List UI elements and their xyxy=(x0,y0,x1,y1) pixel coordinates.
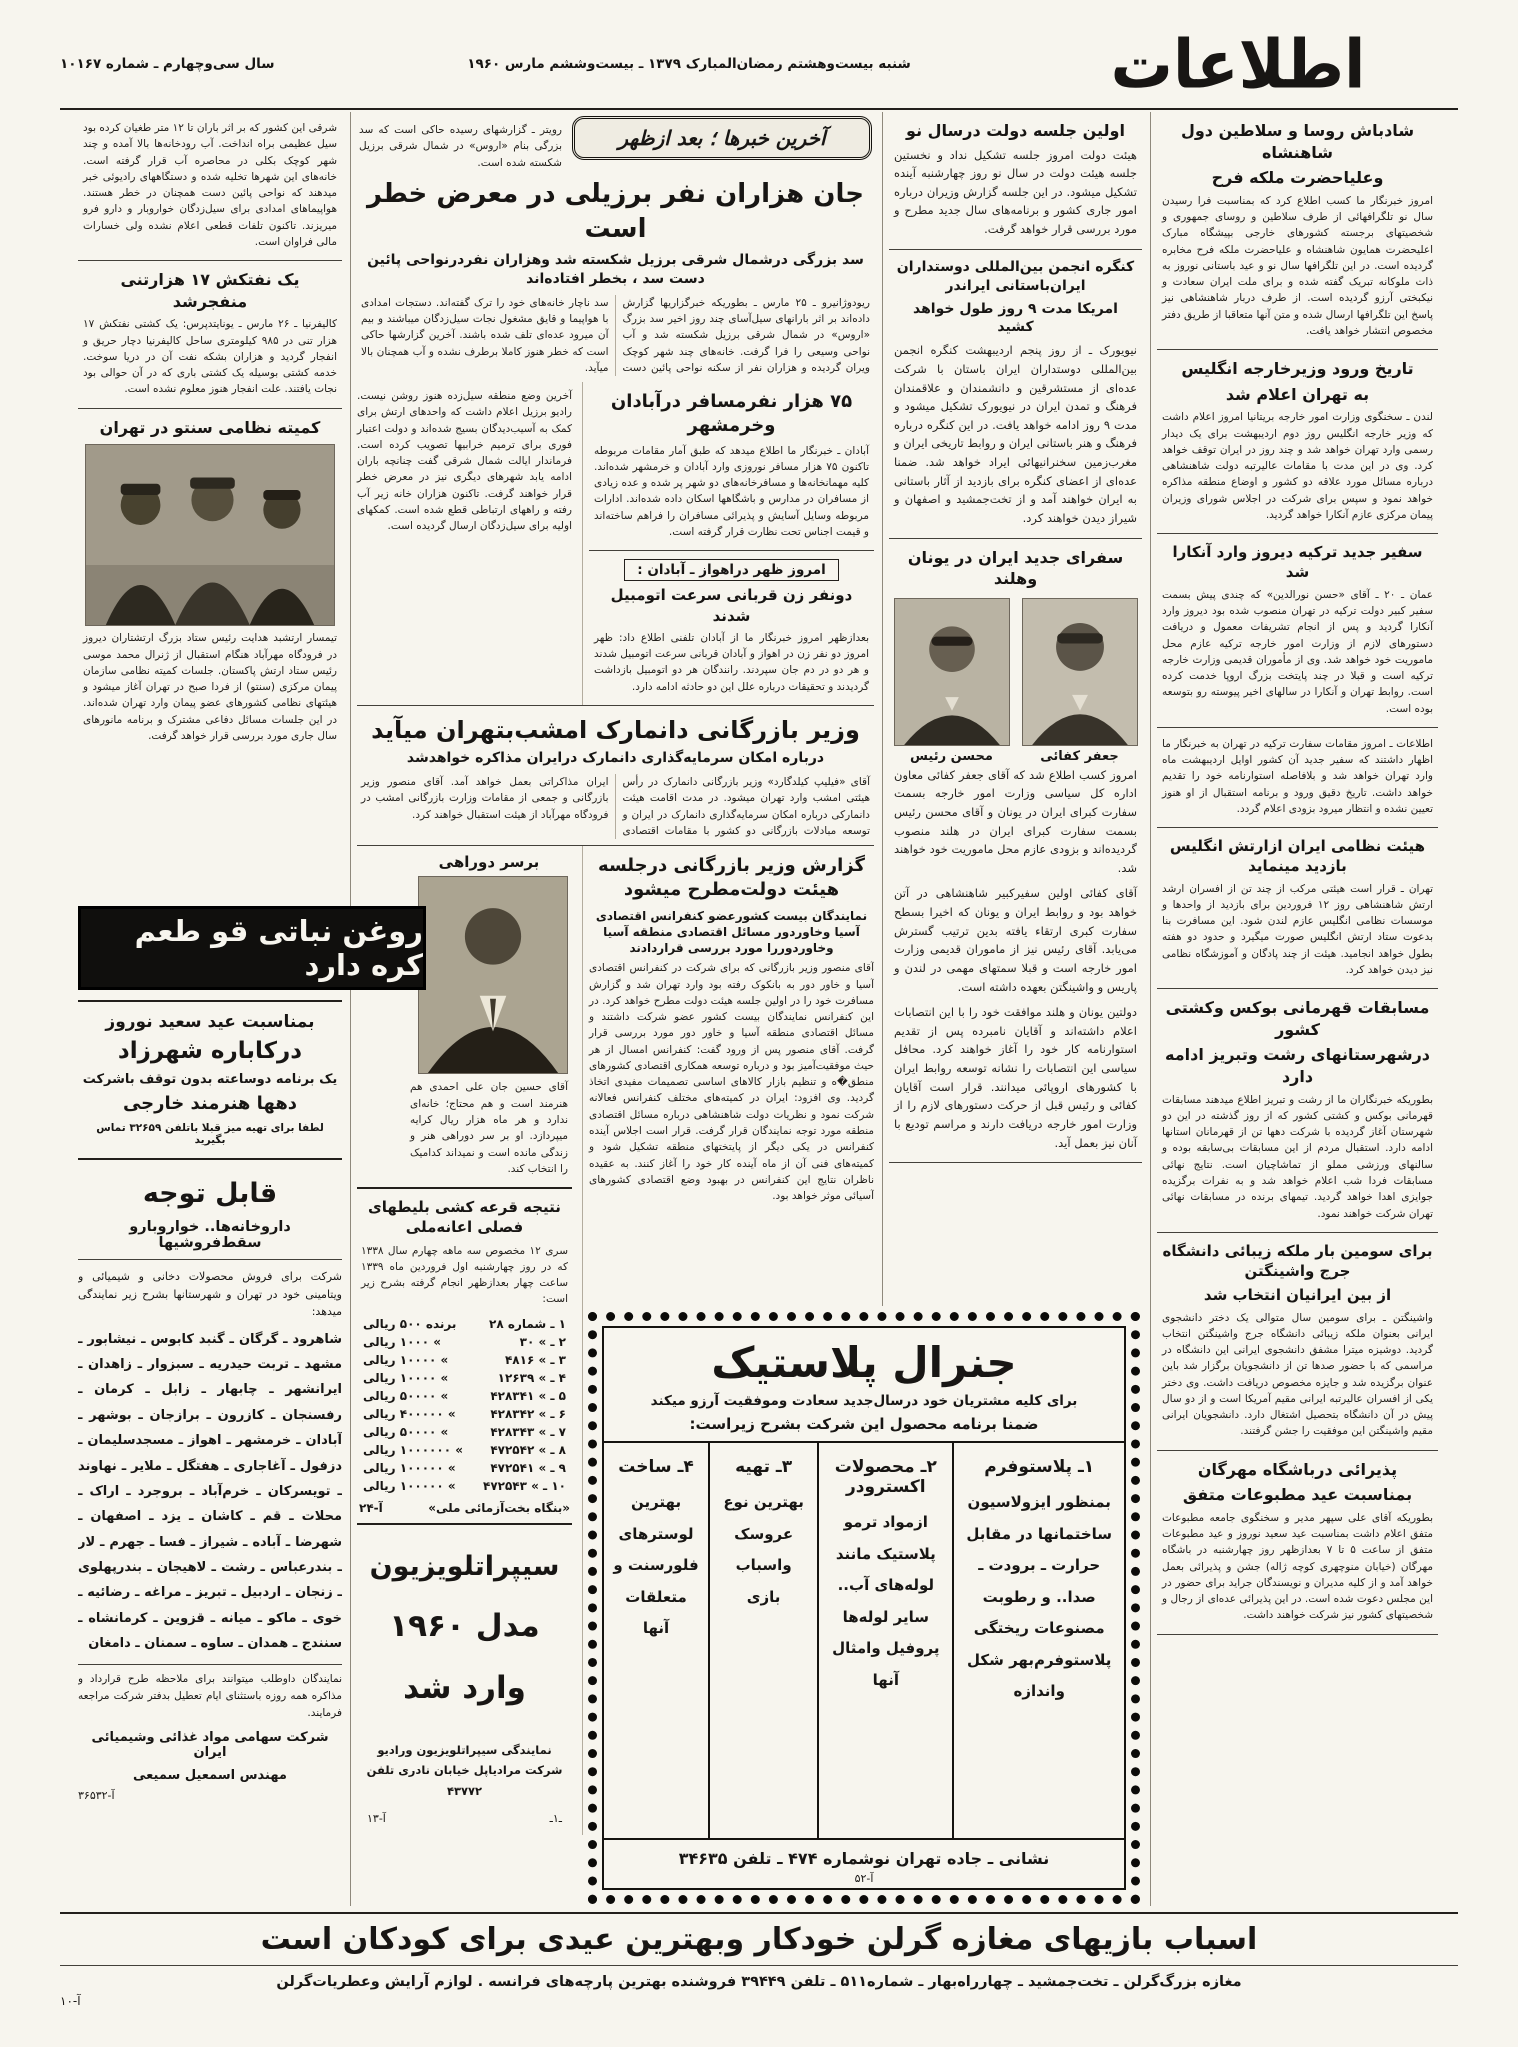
product-panel-extruder xyxy=(817,1443,952,1838)
danish-minister-subhead: درباره امکان سرمایه‌گذاری دانمارک درایران مذاکره خواهدشد xyxy=(406,750,825,767)
tv-ad-model: مدل ۱۹۶۰ xyxy=(389,1607,540,1644)
flood-followup-body: آخرین وضع منطقه سیل‌زده هنوز روشن نیست. رادیو برزیل اعلام داشت که واحدهای ارتش برای کمک به آسیب‌دیدگان بسیج شده‌اند و دولت اعتبار فوری برای ترمیم خرابیها تصویب کرده است. فرماندار ایالت شمال شرقی گفت چنانچه باران ادامه یابد شهرهای دیگری نیز در معرض خطر قرار خواهند گرفت. تاکنون هزاران خانه زیر آب رفته و راههای ارتباطی قطع شده است. کمکهای اولیه برای سیل‌زدگان ارسال گردیده است. xyxy=(357,390,572,533)
mid-row-left xyxy=(357,382,572,705)
masthead-area xyxy=(60,24,1458,104)
headline: پذیرائی درباشگاه مهرگان xyxy=(1197,1459,1398,1479)
article-body: تهران ـ قرار است هیئتی مرکب از چند تن از افسران ارشد ارتش شاهنشاهی روز ۱۲ فروردین برای بازدید از واحدها و موسسات نظامی انگلیس عازم لندن شود. این مسافرت بنا بدعوت ستاد ارتش انگلیس صورت میگیرد و حدود دو هفته بطول خواهد انجامید. هیئت از چند پادگان و آموزشگاه نظامی نیز دیدن خواهد کرد. xyxy=(1162,882,1433,976)
brazil-subhead: سد بزرگی درشمال شرقی برزیل شکسته شد وهزاران نفردرنواحی پائین دست سد ، بخطر افتاده‌اند xyxy=(367,251,864,287)
general-plastic-ad-frame xyxy=(602,1326,1126,1890)
dateline: شنبه بیست‌وهشتم رمضان‌المبارک ۱۳۷۹ ـ بیست‌وششم مارس ۱۹۶۰ xyxy=(467,56,911,72)
headline: یک نفتکش ۱۷ هزارتنی منفجرشد xyxy=(120,270,300,311)
article-body: کالیفرنیا ـ ۲۶ مارس ـ یونایتدپرس: یک کشتی نفتکش ۱۷ هزار تنی در ۹۸۵ کیلومتری ساحل کالیفرنیا دچار حریق و انفجار گردید و هزاران بشکه نفت آن در دریا سوخت. خدمه کشتی بوسیله یک کشتی باری که در آن حوالی بود نجات یافتند. علت انفجار هنوز معلوم نشده است. xyxy=(83,318,337,396)
headline: مسابقات قهرمانی بوکس وکشتی کشور xyxy=(1165,998,1430,1039)
ad-code: آ-۲۴ xyxy=(359,1500,383,1515)
tv-ad-agency: نمایندگی سیپراتلویزیون ورادیو xyxy=(377,1742,552,1757)
gerlan-toys-headline: اسباب بازیهای مغازه گرلن خودکار وبهترین عیدی برای کودکان است xyxy=(260,1922,1258,1957)
commerce-report-body: آقای منصور وزیر بازرگانی که برای شرکت در کنفرانس اقتصادی آسیا و خاور دور به بانکوک رفته بود وارد تهران شد و گزارش مسافرت خود را در اولین جلسه هیئت دولت مطرح خواهد کرد. در این کنفرانس نمایندگان بیست کشور عضو شرکت داشتند و مسائل اقتصادی منطقه آسیا و خاور دور مورد بررسی قرار گرفت. آقای منصور پس از ورود گفت: کنفرانس امسال از هر حیث موفقیت‌آمیز بود و درباره توسعه همکاری اقتصادی کشورهای منطق�ه و تنظیم بازار کالاهای اساسی تصمیمات مفیدی اتخاذ گردید. وی افزود: ایران در کمیته‌های مختلف کنفرانس فعالانه شرکت نمود و نظریات دولت شاهنشاهی درباره مسائل اقتصادی منطقه مورد توجه نمایندگان قرار گرفت. قرار است اجلاس آینده کنفرانس در یکی دیگر از پایتختهای منطقه تشکیل شود و کمیته‌های فنی آن از ماه آینده کار خود را آغاز کنند. به عقیده ناظران نتایج این کنفرانس در بهبود وضع اقتصادی کشورهای آسیائی موثر خواهد بود. xyxy=(589,962,874,1203)
product-description: بهترین نوع عروسک واسباب بازی xyxy=(723,1493,804,1606)
cabaret-name: درکاباره شهرزاد xyxy=(117,1038,303,1064)
article-uk-foreign-minister xyxy=(1157,350,1438,534)
ad-code: آ-۵۲ xyxy=(854,1872,874,1885)
tv-ad xyxy=(357,1525,572,1835)
cabaret-occasion: بمناسبت عید سعید نوروز xyxy=(105,1012,315,1032)
headline: بمناسبت عید مطبوعات متفق xyxy=(1182,1485,1413,1505)
headline: تاریخ ورود وزیرخارجه انگلیس xyxy=(1181,359,1414,379)
headline: به تهران اعلام شد xyxy=(1225,384,1370,404)
prize: » ۵۰۰۰۰ ریالی xyxy=(363,1388,449,1403)
attention-note: نمایندگان داوطلب میتوانند برای ملاحظه طرح قرارداد و مذاکره همه روزه باستثنای ایام تعطیل بدفتر شرکت مراجعه فرمایند. xyxy=(78,1664,342,1721)
product-description: ازمواد ترمو پلاستیک مانند لوله‌های آب.. سایر لوله‌ها پروفیل وامثال آنها xyxy=(832,1513,940,1689)
cabaret-artists: دهها هنرمند خارجی xyxy=(122,1093,298,1114)
product-title: ۳ـ تهیه xyxy=(735,1457,793,1477)
article-beauty-queen xyxy=(1157,1233,1438,1451)
headline: امریکا مدت ۹ روز طول خواهد کشید xyxy=(913,300,1118,336)
product-title: ۲ـ محصولات اکسترودر xyxy=(834,1457,937,1497)
tv-ad-arrived: وارد شد xyxy=(403,1669,526,1706)
article-royal-greetings xyxy=(1157,112,1438,350)
lottery-results xyxy=(357,1187,572,1525)
article-75000-travellers xyxy=(589,382,874,551)
newspaper-title: اطلاعات xyxy=(1110,24,1366,104)
commerce-report-subhead: نمایندگان بیست کشورعضو کنفرانس اقتصادی آسیا وخاوردور مسائل اقتصادی منطقه آسیا وخاوردوررا مورد بررسی قراردادند xyxy=(595,908,868,956)
crossroads-portrait-photo xyxy=(418,876,568,1074)
left-column-top xyxy=(78,112,342,902)
attention-body: شرکت برای فروش محصولات دخانی و شیمیائی و ویتامینی خود در تهران و شهرستانها بشرح زیر نمایندگی میدهد: xyxy=(78,1270,342,1319)
article-military-delegation xyxy=(1157,828,1438,989)
ticket: ۹ ـ » ۴۷۲۵۴۱ xyxy=(490,1460,566,1475)
article-body: امروز خبرنگار ما کسب اطلاع کرد که بمناسبت فرا رسیدن سال نو تلگرافهائی از طرف سلاطین و روسای جمهوری و شخصیتهای برجسته کشورهای خارجی بپیشگاه مبارک اعلیحضرت همایون شاهنشاه و علیاحضرت ملکه فرح مخابره گردیده است. در این تلگرافها سال نو و عید باستانی نوروز به ذات ملوکانه تبریک گفته شده و برای ملت ایران سعادت و نیکبختی آرزو گردیده است. از طرف دربار شاهنشاهی نیز پاسخ این تلگرافها ارسال شده و متن آنها متعاقبا از طریق دفتر مخصوص انتشار خواهد یافت. xyxy=(1162,194,1433,337)
prize: » ۴۰۰۰۰۰ ریالی xyxy=(363,1406,456,1421)
left-column-bottom xyxy=(78,1000,342,1905)
tv-ad-codes xyxy=(361,1802,568,1825)
plastic-ad-intro: ضمنا برنامه محصول این شرکت بشرح زیراست: xyxy=(689,1415,1039,1433)
header-rule xyxy=(60,108,1458,110)
danish-minister-headline: وزیر بازرگانی دانمارک امشب‌بتهران میآید xyxy=(357,705,874,746)
article-body: بطوریکه آقای علی سپهر مدیر و سخنگوی جامعه مطبوعات متفق اعلام داشت بمناسبت عید سعید نوروز و عید مطبوعات متفق از ساعت ۵ تا ۷ بعدازظهر روز چهارشنبه در باشگاه مهرگان (خیابان منوچهری کوچه ژاله) جشن و پذیرائی بعمل خواهد آمد و از کلیه مدیران و نویسندگان جراید برای حضور در این مجلس دعوت شده است. در این پذیرائی عده‌ای از رجال و شخصیتهای کشور نیز شرکت خواهند داشت. xyxy=(1162,1511,1434,1622)
bottom-row-left xyxy=(357,846,572,1834)
article-body: هیئت دولت امروز جلسه تشکیل نداد و نخستین جلسه هیئت دولت در سال نو روز چهارشنبه آینده تشکیل میشود. در این جلسه گزارش وزیران درباره امور جاری کشور و برنامه‌های سال جدید مطرح و مورد بررسی قرار خواهد گرفت. xyxy=(894,147,1137,237)
article-body: نیویورک ـ از روز پنجم اردیبهشت کنگره انجمن بین‌المللی دوستداران ایران باستان با شرکت عده‌ای از مستشرقین و دانشمندان و علاقمندان فرهنگ و تمدن ایران در نیویورک تشکیل میشود و مدت ۹ روز ادامه خواهد یافت. در این کنگره درباره فرهنگ و هنر باستانی ایران و روابط تاریخی ایران و مغرب‌زمین سخنرانیهائی ایراد خواهد شد. ضمنا عده‌ای از اعضای کنگره برای بازدید از آثار باستانی به ایران خواهند آمد و از تخت‌جمشید و اصفهان و شیراز دیدن خواهند کرد. xyxy=(894,343,1137,525)
agency-city-list: شاهرود ـ گرگان ـ گنبد کابوس ـ نیشابور ـ مشهد ـ تربت حیدریه ـ سبزوار ـ زاهدان ـ ایرانشهر ـ چابهار ـ زابل ـ کرمان ـ رفسنجان ـ کازرون ـ برازجان ـ بوشهر ـ آبادان ـ خرمشهر ـ اهواز ـ مسجدسلیمان ـ دزفول ـ آغاجاری ـ هفتگل ـ ملایر ـ نهاوند ـ تویسرکان ـ خرم‌آباد ـ بروجرد ـ اراک ـ محلات ـ قم ـ کاشان ـ یزد ـ اصفهان ـ شهرضا ـ آباده ـ شیراز ـ فسا ـ جهرم ـ لار ـ بندرعباس ـ رشت ـ لاهیجان ـ بندرپهلوی ـ زنجان ـ اردبیل ـ تبریز ـ مراغه ـ رضائیه ـ خوی ـ ماکو ـ میانه ـ قزوین ـ کرمانشاه ـ سنندج ـ همدان ـ ساوه ـ سمنان ـ دامغان xyxy=(78,1331,342,1651)
article-new-ambassadors xyxy=(889,539,1142,1164)
article-body: آبادان ـ خبرنگار ما اطلاع میدهد که طبق آمار مقامات مربوطه تاکنون ۷۵ هزار مسافر نوروزی وارد آبادان و خرمشهر شده‌اند. کلیه مهمانخانه‌ها و مسافرخانه‌های دو شهر پر شده و عده زیادی از مسافران در مدارس و باشگاهها اسکان داده شده‌اند. ادارات مربوطه وسایل آسایش و پذیرائی مسافران را فراهم ساخته‌اند و قیمت اجناس تحت نظارت قرار گرفته است. xyxy=(594,444,869,539)
product-panel-dolls xyxy=(708,1443,817,1838)
article-body: بطوریکه خبرنگاران ما از رشت و تبریز اطلاع میدهند مسابقات قهرمانی بوکس و کشتی کشور که از روز گذشته در این دو شهرستان آغاز گردیده با شرکت دهها تن از قهرمانان استانها ادامه دارد. استقبال مردم از این مسابقات بی‌سابقه بوده و سالنهای ورزشی مملو از تماشاچیان است. نتایج نهائی مسابقات فردا شب اعلام خواهد شد و به نفرات برگزیده جوایزی اهدا خواهد گردید. تیمهای برنده در مسابقات نهائی تهران شرکت خواهند نمود. xyxy=(1162,1093,1433,1220)
headline: کمیته نظامی سنتو در تهران xyxy=(99,417,321,437)
ad-code: ـ۱ـ xyxy=(549,1811,562,1825)
article-body: بعدازظهر امروز خبرنگار ما از آبادان تلفنی اطلاع داد: ظهر امروز دو نفر زن در اهواز و آبادان قربانی سرعت اتومبیل شدند و هر دو در دم جان سپردند. رانندگان هر دو اتومبیل بازداشت گردیدند و تحقیقات درباره علل این دو حادثه ادامه دارد. xyxy=(594,631,869,693)
gerlan-store-details: مغازه بزرگ‌گرلن ـ تخت‌جمشید ـ چهارراه‌بهار ـ شماره۵۱۱ ـ تلفن ۳۹۴۴۹ فروشنده بهترین پارچه‌های فرانسه . لوازم آرایش وعطریات‌گرلن xyxy=(60,1965,1458,1990)
ad-code: آ-۱۰ xyxy=(60,1994,81,2008)
lottery-row xyxy=(359,1351,570,1369)
headline: برای سومین بار ملکه زیبائی دانشگاه جرج واشینگتن xyxy=(1162,1241,1433,1281)
ticket: ۶ ـ » ۴۲۸۳۴۲ xyxy=(490,1406,566,1421)
lottery-row xyxy=(359,1369,570,1387)
article-first-cabinet-meeting xyxy=(889,112,1142,250)
ticket: ۷ ـ » ۴۲۸۳۴۳ xyxy=(490,1424,566,1439)
article-body: دولتین یونان و هلند موافقت خود را با این انتصابات اعلام داشته‌اند و آقایان نامبرده پس از تقدیم استوارنامه کار خود را آغاز خواهند کرد. محافل سیاسی این انتصابات را نشانه توسعه روابط ایران با کشورهای اروپائی میدانند. قرار است آقایان کفائی و رئیس قبل از حرکت دستورهای لازم را از وزارت امور خارجه دریافت دارند و مراسم تودیع با آنان نیز بعمل آید. xyxy=(894,1005,1137,1150)
tv-ad-address: شرکت مرادیاپل خیابان نادری تلفن ۴۳۷۷۲ xyxy=(366,1763,563,1798)
lottery-subtitle: سری ۱۲ مخصوص سه ماهه چهارم سال ۱۳۳۸ که در روز چهارشنبه اول فروردین ماه ۱۳۳۹ ساعت چهار بعدازظهر انجام گرفته بشرح زیر است: xyxy=(361,1244,569,1306)
lottery-agency: «بنگاه بخت‌آزمائی ملی» xyxy=(428,1500,570,1515)
product-description: بهترین لوسترهای فلورسنت و متعلقات آنها xyxy=(613,1493,699,1637)
lottery-row xyxy=(359,1459,570,1477)
headline: از بین ایرانیان انتخاب شد xyxy=(1203,1286,1392,1305)
article-boxing-wrestling xyxy=(1157,989,1438,1233)
bottom-banner-ad xyxy=(60,1912,1458,2008)
lottery-row xyxy=(359,1333,570,1351)
article-body: شرقی این کشور که بر اثر باران تا ۱۲ متر طغیان کرده بود سیل عظیمی براه انداخت. آب رودخانه‌ها بالا آمده و چند شهر کوچک بکلی در محاصره آب قرار گرفته است. خانه‌های این شهرها تخلیه شده و دستگاههای رادیوئی خبر میدهند که نواحی پائین دست همچنان در خطر هستند. هواپیماهای امدادی برای سیل‌زدگان خواروبار و دارو فرو میریزند. تاکنون تلفات قطعی اعلام نشده ولی خسارات مالی فراوان است. xyxy=(83,122,337,248)
lottery-row xyxy=(359,1423,570,1441)
product-panel-plastoform xyxy=(952,1443,1124,1838)
article-body: امروز کسب اطلاع شد که آقای جعفر کفائی معاون اداره کل سیاسی وزارت امور خارجه بسمت سفارت کبرای ایران در یونان و آقای محسن رئیس بسمت سفارت کبرای ایران در هلند منصوب گردیده‌اند و بزودی عازم محل ماموریت خود خواهند شد. xyxy=(894,767,1137,875)
product-description: بمنظور ایزولاسیون ساختمانها در مقابل حرارت ـ برودت ـ صدا.. و رطوبت مصنوعات ریختگی پلاستوفرم‌بهر شکل واندازه xyxy=(966,1493,1113,1700)
flood-continuation xyxy=(78,112,342,261)
article-body: اطلاعات ـ امروز مقامات سفارت ترکیه در تهران به خبرنگار ما اظهار داشتند که سفیر جدید آن کشور اوایل اردیبهشت ماه وارد تهران خواهد شد و بلافاصله استوارنامه خود را تقدیم خواهد داشت. تاریخ دقیق ورود و برنامه استقبال از او هنوز تعیین نشده و انتظار میرود بزودی اعلام گردد. xyxy=(1162,737,1433,815)
lottery-row xyxy=(359,1477,570,1495)
ad-code: آ-۱۳ xyxy=(367,1811,386,1825)
ambassador-photos xyxy=(896,598,1135,764)
headline: شادباش روسا و سلاطین دول شاهنشاه xyxy=(1180,121,1415,162)
cabaret-phone: لطفا برای تهیه میز قبلا باتلفن ۳۲۶۵۹ تماس بگیرید xyxy=(96,1122,324,1146)
headline: دونفر زن قربانی سرعت اتومبیل شدند xyxy=(610,586,853,625)
portrait-photo xyxy=(1022,598,1138,746)
prize: » ۵۰۰۰۰ ریالی xyxy=(363,1424,449,1439)
product-title: ۴ـ ساخت xyxy=(618,1457,694,1477)
cento-group-photo xyxy=(85,444,335,626)
crossroads-caption: برسر دوراهی xyxy=(438,853,540,872)
ticket: ۱۰ ـ » ۴۷۲۵۴۳ xyxy=(483,1478,566,1493)
ad-code: آ-۳۶۵۳۲ xyxy=(78,1788,115,1802)
photo-caption: جعفر کفائی xyxy=(1040,748,1119,764)
crossroads-note: آقای حسین جان علی احمدی هم هنرمند است و هم محتاج؛ خانه‌ای ندارد و هر ماه هزار ریال کرایه میپردازد. او بر سر دوراهی هنر و زندگی مانده است و نمیداند کدامیک را انتخاب کند. xyxy=(410,1081,568,1175)
cabaret-program: یک برنامه دوساعته بدون توقف باشرکت xyxy=(82,1072,338,1087)
lottery-title: نتیجه قرعه کشی بلیطهای فصلی اعانه‌ملی xyxy=(368,1198,561,1237)
plastic-ad-address: نشانی ـ جاده تهران نوشماره ۴۷۴ ـ تلفن ۳۴۶۳۵ xyxy=(678,1849,1050,1868)
prize: » ۱۰۰۰۰ ریالی xyxy=(363,1370,449,1385)
general-plastic-ad xyxy=(588,1312,1140,1904)
danish-minister-body: آقای «فیلیپ کیلدگارد» وزیر بازرگانی دانمارک در رأس هیئتی امشب وارد تهران میشود. در مدت اقامت هیئت دانمارکی درباره امکان سرمایه‌گذاری دانمارک در ایران و توسعه مبادلات بازرگانی دو کشور با مقامات اقتصادی ایران مذاکراتی بعمل خواهد آمد. آقای منصور وزیر بازرگانی و جمعی از مقامات وزارت بازرگانی امشب در فرودگاه مهرآباد از هیئت استقبال خواهند کرد. xyxy=(361,776,870,837)
headline: سفرای جدید ایران در یونان وهلند xyxy=(907,547,1124,589)
headline: کنگره انجمن بین‌المللی دوستداران ایران‌باستانی ایراندر xyxy=(896,258,1135,294)
article-press-reception xyxy=(1157,1451,1438,1635)
prize: برنده ۵۰۰ ریالی xyxy=(363,1316,457,1331)
product-title: ۱ـ پلاستوفرم xyxy=(984,1457,1095,1477)
article-turkish-ambassador xyxy=(1157,534,1438,728)
article-body: لندن ـ سخنگوی وزارت امور خارجه بریتانیا امروز اعلام داشت که وزیر خارجه انگلیس روز دوم اردیبهشت برای یک دیدار رسمی وارد تهران خواهد شد و چند روز در ایران توقف خواهد کرد. وی در این مدت با مقامات عالیرتبه دولت شاهنشاهی درباره مسائل مورد علاقه دو کشور و اوضاع منطقه مذاکره خواهد نمود و سپس برای شرکت در اجلاس شورای وزیران پیمان مرکزی عازم آنکارا خواهد گردید. xyxy=(1162,411,1433,521)
photo-caption-body: تیمسار ارتشبد هدایت رئیس ستاد بزرگ ارتشتاران دیروز در فرودگاه مهرآباد هنگام استقبال از ژنرال محمد موسی رئیس ستاد ارتش پاکستان. جلسات کمیته نظامی سازمان پیمان مرکزی (سنتو) از فردا صبح در تهران آغاز میشود و هیئتهای نظامی کشورهای عضو پیمان وارد تهران شده‌اند. در این جلسات مسائل دفاعی مشترک و برنامه مانورهای سال جاری مورد بررسی قرار خواهد گرفت. xyxy=(83,632,337,742)
photo-left xyxy=(894,598,1010,764)
right-column xyxy=(1150,112,1438,1906)
prize: » ۱۰۰۰۰۰ ریالی xyxy=(363,1478,456,1493)
article-body: واشینگتن ـ برای سومین سال متوالی یک دختر دانشجوی ایرانی بعنوان ملکه زیبائی دانشگاه جرج واشینگتن انتخاب گردید. دوشیزه میترا مشفق دانشجوی ایرانی این دانشگاه در مراسمی که با حضور صدها تن از دانشجویان برگزار شد باین عنوان برگزیده شد و جایزه مخصوص دریافت داشت. وی دختر یکی از افسران عالیرتبه ایرانی مقیم آمریکا است و از دو سال پیش در آن دانشگاه بتحصیل اشتغال دارد. دانشجویان ایرانی مقیم واشینگتن این موفقیت را جشن گرفتند. xyxy=(1162,1311,1433,1438)
headline: وعلیاحضرت ملکه فرح xyxy=(1211,168,1384,188)
article-body: آقای کفائی اولین سفیرکبیر شاهنشاهی در آتن خواهد بود و روابط ایران و یونان که اخیرا بسطح سفارت کبری ارتقاء یافته بدین ترتیب گسترش می‌یابد. آقای رئیس نیز از ماموران قدیمی وزارت امور خارجه است و قبلا سمتهای مهمی در لندن و پاریس و واشینگتن بعهده داشته است. xyxy=(894,886,1137,994)
photo-caption: محسن رئیس xyxy=(910,748,993,764)
article-car-accident xyxy=(589,551,874,705)
brazil-body: ریودوژانیرو ـ ۲۵ مارس ـ بطوریکه خبرگزاریها گزارش داده‌اند بر اثر بارانهای سیل‌آسای چند روز اخیر سد بزرگ «اروس» در شمال شرقی برزیل شکسته شد و آب نواحی وسیعی را فرا گرفت. خانه‌های چند شهر کوچک ویران گردیده و هزاران نفر از سکنه نواحی پائین دست سد ناچار خانه‌های خود را ترک گفته‌اند. دستجات امدادی با هواپیما و قایق مشغول نجات سیل‌زدگان میباشند و بیم آن میرود عده‌ای تلف شده باشند. آخرین گزارشها حاکی است که خطر هنوز کاملا برطرف نشده و آب همچنان بالا میآید. xyxy=(361,296,870,374)
lottery-row xyxy=(359,1387,570,1405)
attention-title: قابل توجه xyxy=(142,1178,278,1209)
ghoo-oil-ad xyxy=(78,906,426,990)
prize: » ۱۰۰۰۰۰ ریالی xyxy=(363,1460,456,1475)
mid-row xyxy=(357,382,874,705)
product-panel-chandeliers xyxy=(604,1443,708,1838)
plastic-ad-greeting: برای کلیه مشتریان خود درسال‌جدید سعادت وموفقیت آرزو میکند xyxy=(650,1393,1078,1409)
headline: سفیر جدید ترکیه دیروز وارد آنکارا شد xyxy=(1172,543,1423,582)
last-news-row xyxy=(357,112,874,177)
lottery-row xyxy=(359,1405,570,1423)
accident-kicker: امروز ظهر دراهواز ـ آبادان : xyxy=(624,559,838,581)
ticket: ۵ ـ » ۴۲۸۳۴۱ xyxy=(490,1388,566,1403)
headline: هیئت نظامی ایران ازارتش انگلیس بازدید مینماید xyxy=(1169,837,1426,876)
lottery-footer xyxy=(359,1495,570,1515)
prize: » ۱۰۰۰۰۰۰ ریالی xyxy=(363,1442,463,1457)
attention-subtitle: داروخانه‌ها.. خواروبارو سقط‌فروشیها xyxy=(78,1219,342,1260)
news-lead: رویتر ـ گزارشهای رسیده حاکی است که سد بزرگی بنام «اروس» در شمال شرقی برزیل شکسته شده است. xyxy=(359,124,562,169)
ghoo-oil-ad-text: روغن نباتی قو طعم کره دارد xyxy=(134,914,423,982)
article-embassy-note xyxy=(1157,728,1438,828)
ticket: ۳ ـ » ۴۸۱۶ xyxy=(504,1352,566,1367)
ticket: ۸ ـ » ۴۷۲۵۴۲ xyxy=(490,1442,566,1457)
tv-ad-brand: سیپراتلویزیون xyxy=(369,1550,560,1582)
photo-right xyxy=(1022,598,1138,764)
second-column xyxy=(882,112,1142,1306)
brazil-headline: جان هزاران نفر برزیلی در معرض خطر است xyxy=(367,178,864,244)
article-body: عمان ـ ۲۰ ـ آقای «حسن نورالدین» که چندی پیش بسمت سفیر کبیر دولت ترکیه در تهران منصوب شده بود دیروز وارد آنکارا گردید و پس از انجام تشریفات معمول و دریافت دستورهای لازم از وزارت امور خارجه ترکیه عازم محل ماموریت خود خواهد شد. وی از مأموران قدیمی وزارت خارجه ترکیه است و قبلا در چند پایتخت بزرگ اروپا خدمت کرده است. روابط تهران و آنکارا در سالهای اخیر پیوسته رو بتوسعه بوده است. xyxy=(1162,588,1433,715)
article-tanker-explosion xyxy=(78,261,342,409)
mid-row-right xyxy=(582,382,874,705)
plastic-product-panels xyxy=(604,1441,1124,1840)
article-iran-congress-usa xyxy=(889,250,1142,539)
portrait-photo xyxy=(894,598,1010,746)
crossroads-feature xyxy=(410,852,568,1177)
plastic-ad-title: جنرال پلاستیک xyxy=(711,1338,1017,1387)
company-name: شرکت سهامی مواد غذائی وشیمیائی ایران xyxy=(91,1729,329,1760)
prize: » ۱۰۰۰ ریالی xyxy=(363,1334,441,1349)
pharmacies-ad xyxy=(78,1160,342,1802)
lottery-row xyxy=(359,1315,570,1333)
issue-info: سال سی‌وچهارم ـ شماره ۱۰۱۶۷ xyxy=(60,56,275,72)
headline: درشهرستانهای رشت وتبریز ادامه دارد xyxy=(1165,1045,1430,1087)
last-news-banner: آخرین خبرها ؛ بعد ازظهر xyxy=(572,116,872,160)
ticket: ۲ ـ » ۳۰ xyxy=(519,1334,566,1349)
commerce-report-headline: گزارش وزیر بازرگانی درجلسه هیئت دولت‌مطرح میشود xyxy=(598,855,865,901)
cabaret-ad xyxy=(78,1000,342,1160)
prize: » ۱۰۰۰۰ ریالی xyxy=(363,1352,449,1367)
ticket: ۱ ـ شماره ۲۸ xyxy=(489,1316,566,1331)
company-manager: مهندس اسمعیل سمیعی xyxy=(133,1767,287,1783)
headline: ۷۵ هزار نفرمسافر درآبادان وخرمشهر xyxy=(610,391,853,437)
headline: اولین جلسه دولت درسال نو xyxy=(906,121,1125,140)
article-cento-committee xyxy=(78,409,342,754)
ticket: ۴ ـ » ۱۲۶۳۹ xyxy=(497,1370,566,1385)
lottery-row xyxy=(359,1441,570,1459)
